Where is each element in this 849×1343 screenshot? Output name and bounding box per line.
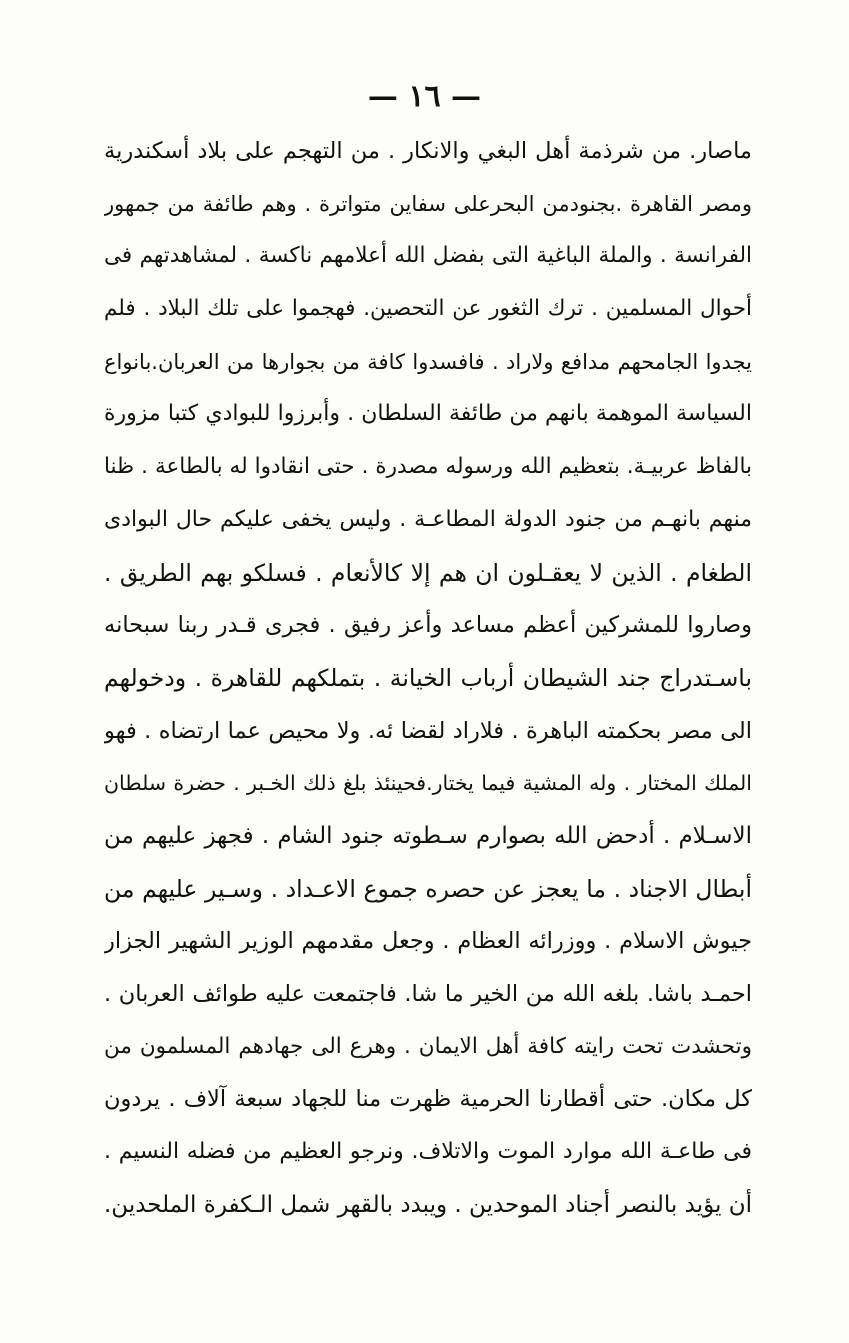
text-line: جيوش الاسلام . ووزرائه العظام . وجعل مقدمهم الوزير الشهير الجزار (104, 928, 752, 955)
text-line: كل مكان. حتى أقطارنا الحرمية ظهرت منا للجهاد سبعة آلاف . يردون (104, 1086, 752, 1113)
text-line: منهم بانهـم من جنود الدولة المطاعـة . وليس يخفى عليكم حال البوادى (104, 506, 752, 532)
text-line: باسـتدراج جند الشيطان أرباب الخيانة . بتملكهم للقاهرة . ودخولهم (104, 663, 752, 692)
text-line: الفرانسة . والملة الباغية التى بفضل الله أعلامهم ناكسة . لمشاهدتهم فى (104, 243, 752, 269)
text-line: ومصر القاهرة .بجنودمن البحرعلى سفاين متواترة . وهم طائفة من جمهور (104, 191, 752, 216)
text-line: فى طاعـة الله موارد الموت والاتلاف. ونرجو العظيم من فضله النسيم . (104, 1139, 752, 1165)
text-line: أن يؤيد بالنصر أجناد الموحدين . ويبدد بالقهر شمل الـكفرة الملحدين. (104, 1191, 752, 1218)
text-line: أبطال الاجناد . ما يعجز عن حصره جموع الاعـداد . وسـير عليهم من (104, 874, 752, 903)
text-line: وصاروا للمشركين أعظم مساعد وأعز رفيق . فجرى قـدر ربنا سبحانه (104, 612, 752, 639)
text-line: الى مصر بحكمته الباهرة . فلاراد لقضا ئه. ولا محيص عما ارتضاه . فهو (104, 717, 752, 744)
text-line: ماصار. من شرذمة أهل البغي والانكار . من التهجم على بلاد أسكندرية (104, 138, 752, 164)
text-line: بالفاظ عربيـة. بتعظيم الله ورسوله مصدرة . حتى انقادوا له بالطاعة . ظنا (104, 454, 752, 480)
page-number: — ١٦ — (367, 79, 482, 114)
text-line: الاسـلام . أدحض الله بصوارم سـطوته جنود الشام . فجهز عليهم من (104, 822, 752, 849)
text-line: وتحشدت تحت رايته كافة أهل الايمان . وهرع الى جهادهم المسلمون من (104, 1033, 752, 1059)
text-line: الطغام . الذين لا يعقـلون ان هم إلا كالأنعام . فسلكو بهم الطريق . (104, 558, 752, 587)
text-line: يجدوا الجامحهم مدافع ولاراد . فافسدوا كافة من بجوارها من العربان.بانواع (104, 349, 752, 374)
text-line: أحوال المسلمين . ترك الثغور عن التحصين. فهجموا على تلك البلاد . فلم (104, 296, 752, 322)
text-line: الملك المختار . وله المشية فيما يختار.فحينئذ بلغ ذلك الخـبر . حضرة سلطان (104, 771, 752, 796)
text-line: السياسة الموهمة بانهم من طائفة السلطان . وأبرزوا للبوادي كتبا مزورة (104, 401, 752, 427)
text-line: احمـد باشا. بلغه الله من الخير ما شا. فاجتمعت عليه طوائف العربان . (104, 981, 752, 1007)
body-text (104, 125, 752, 1231)
